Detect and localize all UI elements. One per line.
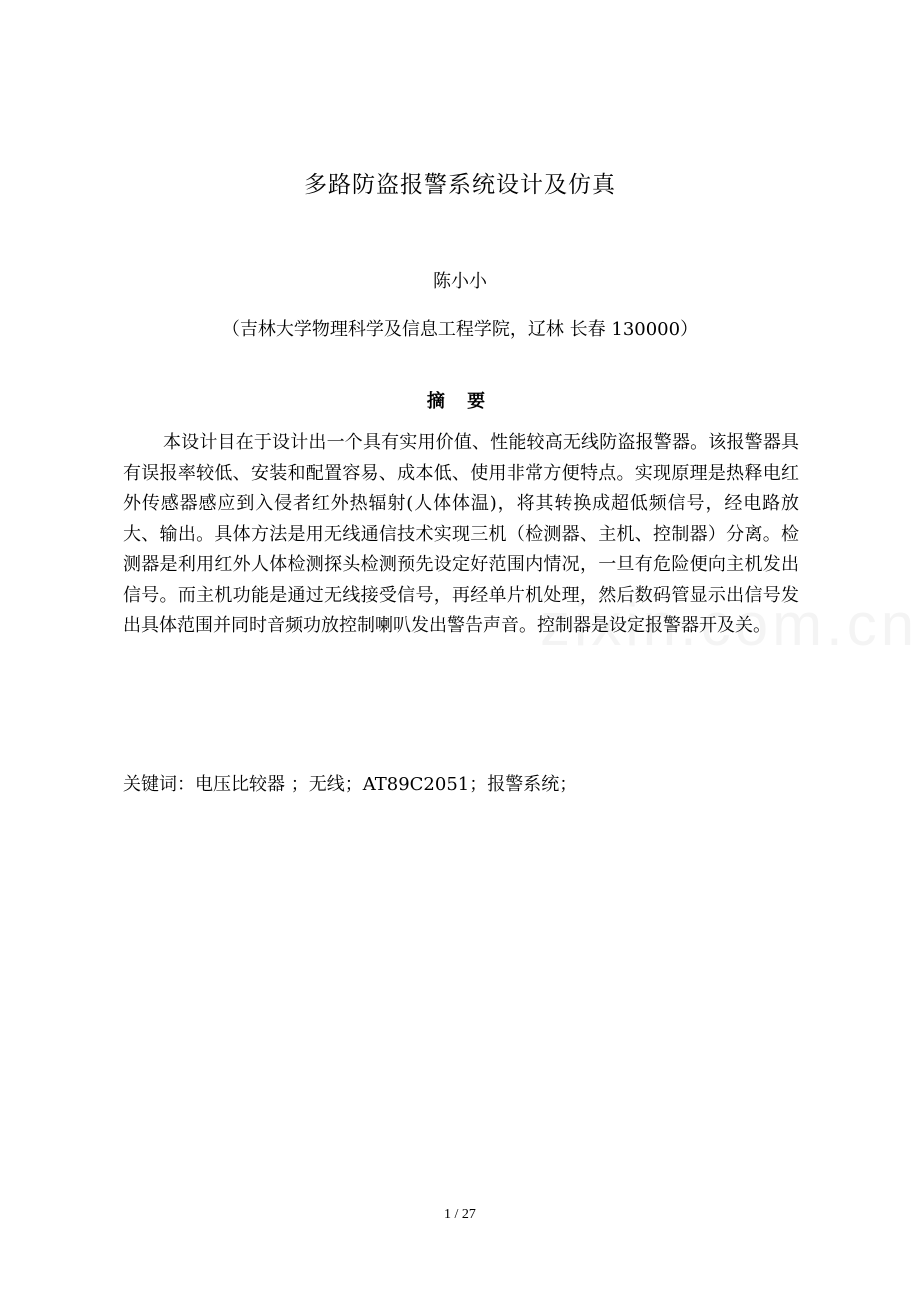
document-title: 多路防盗报警系统设计及仿真	[304, 172, 616, 198]
keywords-line: 关键词：电压比较器 ；无线；AT89C2051；报警系统；	[123, 774, 578, 795]
page-number: 1 / 27	[444, 1207, 476, 1222]
abstract-heading: 摘 要	[426, 391, 494, 412]
author-affiliation: （吉林大学物理科学及信息工程学院，辽林 长春 130000）	[221, 319, 699, 340]
author-name: 陈小小	[433, 271, 487, 292]
abstract-paragraph: 本设计目在于设计出一个具有实用价值、性能较高无线防盗报警器。该报警器具有误报率较低、安装和配置容易、成本低、使用非常方便特点。实现原理是热释电红外传感器感应到入侵者红外热辐射(人体体温)，将其转换成超低频信号，经电路放大、输出。具体方法是用无线通信技术实现三机（检测器、主机、控制器）分离。检测器是利用红外人体检测探头检测预先设定好范围内情况，一旦有危险便向主机发出信号。而主机功能是通过无线接受信号，再经单片机处理，然后数码管显示出信号发出具体范围并同时音频功放控制喇叭发出警告声音。控制器是设定报警器开及关。	[123, 432, 799, 636]
